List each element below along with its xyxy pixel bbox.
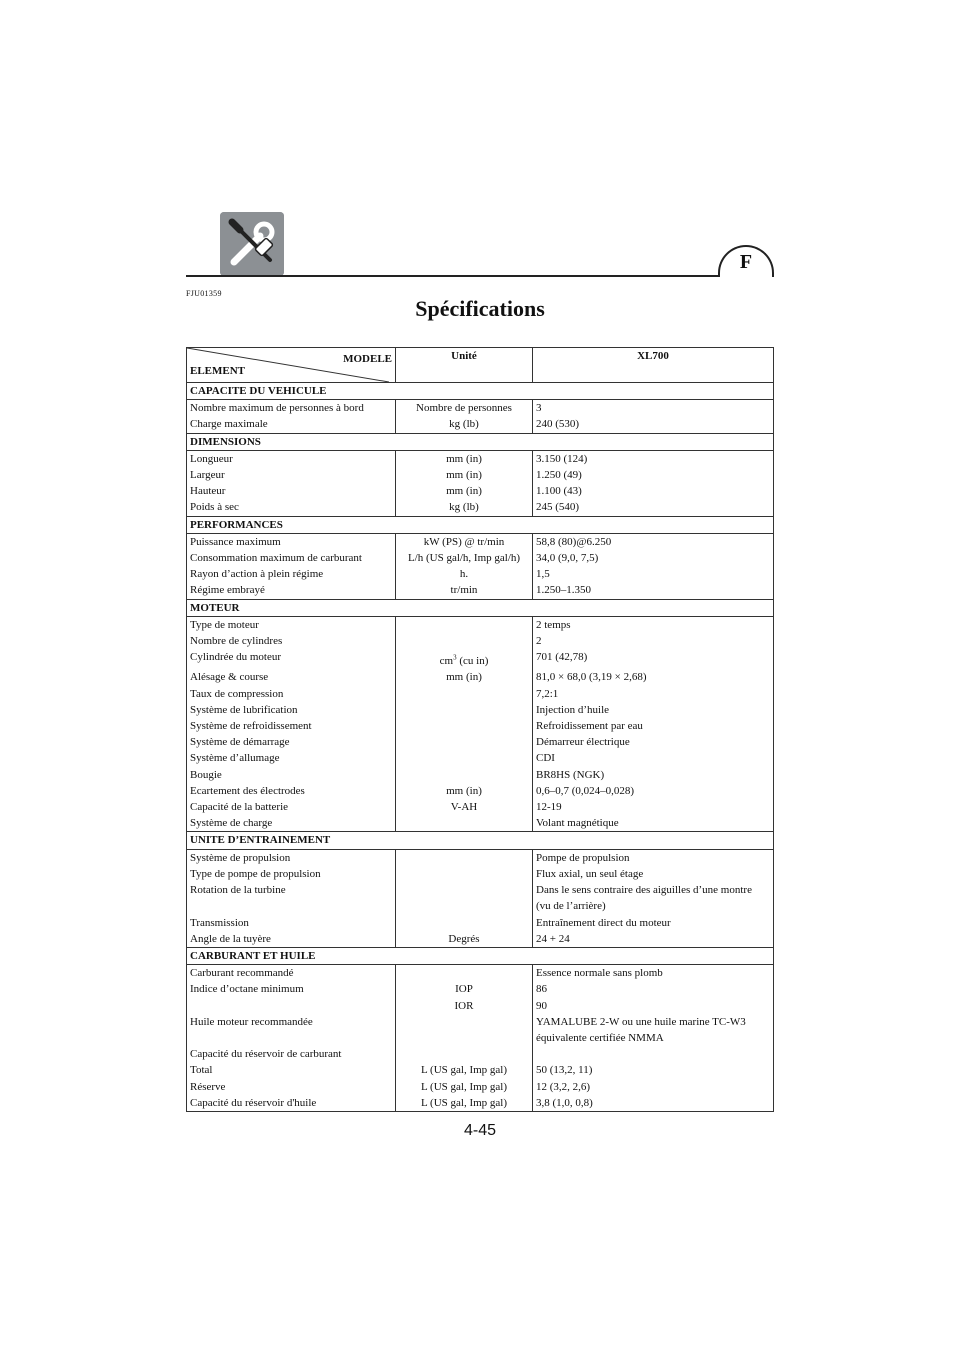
row-unit [396, 767, 533, 783]
row-value-line: Volant magnétique [536, 817, 619, 830]
modele-label: MODELE [343, 353, 392, 365]
table-row [187, 649, 774, 669]
row-unit: mm (in) [396, 450, 533, 467]
row-value [533, 566, 774, 582]
row-label: Capacité du réservoir de carburant [187, 1046, 396, 1062]
row-unit [396, 1046, 533, 1062]
row-value [533, 533, 774, 550]
table-row [187, 767, 774, 783]
row-label: Système de charge [187, 815, 396, 832]
tools-icon [220, 212, 284, 276]
row-unit [396, 616, 533, 633]
row-unit: kg (lb) [396, 499, 533, 516]
section-row [187, 599, 774, 616]
row-label: Système de démarrage [187, 734, 396, 750]
row-label: Transmission [187, 915, 396, 931]
table-row [187, 981, 774, 997]
row-value [533, 799, 774, 815]
row-unit: mm (in) [396, 783, 533, 799]
row-value [533, 718, 774, 734]
table-row [187, 499, 774, 516]
row-unit [396, 882, 533, 914]
row-value [533, 815, 774, 832]
row-value-line: 1.250–1.350 [536, 584, 591, 597]
row-value-line: Entraînement direct du moteur [536, 916, 671, 929]
row-value-line: 2 [536, 635, 542, 648]
row-label: Total [187, 1062, 396, 1078]
table-row [187, 998, 774, 1014]
table-row [187, 702, 774, 718]
row-unit: Nombre de personnes [396, 400, 533, 417]
row-unit [396, 750, 533, 766]
row-label: Hauteur [187, 483, 396, 499]
row-value-line: 3 [536, 402, 542, 415]
row-value-line: 50 (13,2, 11) [536, 1064, 593, 1077]
row-value-line: BR8HS (NGK) [536, 768, 605, 781]
header-cell-element [187, 348, 396, 383]
row-unit: kg (lb) [396, 416, 533, 433]
row-unit [396, 633, 533, 649]
row-label: Capacité du réservoir d'huile [187, 1095, 396, 1112]
row-label: Nombre de cylindres [187, 633, 396, 649]
table-row [187, 882, 774, 914]
row-label: Ecartement des électrodes [187, 783, 396, 799]
table-row [187, 566, 774, 582]
row-value-line: (vu de l’arrière) [536, 900, 606, 913]
table-row [187, 483, 774, 499]
section-row [187, 383, 774, 400]
row-value-line: 3,8 (1,0, 0,8) [536, 1096, 593, 1109]
table-row [187, 669, 774, 685]
row-value [533, 1062, 774, 1078]
row-label: Puissance maximum [187, 533, 396, 550]
table-row [187, 416, 774, 433]
row-value-line: 245 (540) [536, 501, 580, 514]
row-unit [396, 734, 533, 750]
table-row [187, 915, 774, 931]
row-unit [396, 718, 533, 734]
row-label: Régime embrayé [187, 582, 396, 599]
row-label: Charge maximale [187, 416, 396, 433]
row-unit [396, 815, 533, 832]
row-label: Nombre maximum de personnes à bord [187, 400, 396, 417]
table-row [187, 783, 774, 799]
table-row [187, 450, 774, 467]
page-number: 4-45 [463, 1122, 497, 1139]
row-value [533, 981, 774, 997]
header-cell-unit: Unité [396, 348, 533, 383]
table-row [187, 1095, 774, 1112]
row-label: Poids à sec [187, 499, 396, 516]
row-value [533, 400, 774, 417]
row-value [533, 915, 774, 931]
row-unit: tr/min [396, 582, 533, 599]
row-unit: kW (PS) @ tr/min [396, 533, 533, 550]
table-row [187, 1062, 774, 1078]
row-label: Angle de la tuyère [187, 931, 396, 948]
table-row [187, 533, 774, 550]
row-value [533, 1079, 774, 1095]
section-title: MOTEUR [187, 599, 774, 616]
row-label: Bougie [187, 767, 396, 783]
row-unit: IOR [396, 998, 533, 1014]
section-title: CARBURANT ET HUILE [187, 947, 774, 964]
row-value [533, 1095, 774, 1112]
superscript: 3 [453, 653, 457, 662]
row-unit: L (US gal, Imp gal) [396, 1062, 533, 1078]
row-unit: L (US gal, Imp gal) [396, 1079, 533, 1095]
table-row [187, 1079, 774, 1095]
section-title: UNITE D’ENTRAINEMENT [187, 832, 774, 849]
row-unit [396, 915, 533, 931]
table-row [187, 1046, 774, 1062]
row-label: Rayon d’action à plein régime [187, 566, 396, 582]
row-unit: mm (in) [396, 467, 533, 483]
row-label: Rotation de la turbine [187, 882, 396, 914]
row-value-line: 81,0 × 68,0 (3,19 × 2,68) [536, 671, 647, 684]
row-value-line: 7,2:1 [536, 687, 559, 700]
row-label: Alésage & course [187, 669, 396, 685]
row-label: Cylindrée du moteur [187, 649, 396, 669]
row-value-line: 1.100 (43) [536, 485, 582, 498]
row-value [533, 582, 774, 599]
row-value [533, 686, 774, 702]
row-unit [396, 1014, 533, 1046]
row-value [533, 550, 774, 566]
row-value-line: 701 (42,78) [536, 651, 588, 664]
row-label: Consommation maximum de carburant [187, 550, 396, 566]
row-label: Système de lubrification [187, 702, 396, 718]
row-value [533, 450, 774, 467]
table-row [187, 550, 774, 566]
row-value-line: 3.150 (124) [536, 452, 588, 465]
row-value [533, 866, 774, 882]
row-unit: mm (in) [396, 669, 533, 685]
row-label [187, 998, 396, 1014]
row-value [533, 882, 774, 914]
table-row [187, 931, 774, 948]
row-unit [396, 686, 533, 702]
row-value-line: 34,0 (9,0, 7,5) [536, 552, 599, 565]
row-value-line: 58,8 (80)@6.250 [536, 535, 612, 548]
row-value-line: 2 temps [536, 618, 571, 631]
row-value-line: 24 + 24 [536, 932, 570, 945]
table-row [187, 467, 774, 483]
row-label: Carburant recommandé [187, 965, 396, 982]
table-row [187, 616, 774, 633]
row-value [533, 616, 774, 633]
table-row [187, 734, 774, 750]
row-label: Largeur [187, 467, 396, 483]
row-label: Longueur [187, 450, 396, 467]
table-row [187, 633, 774, 649]
row-value-line: 90 [536, 999, 547, 1012]
section-code: FJU01359 [186, 289, 222, 298]
table-row [187, 866, 774, 882]
row-value [533, 633, 774, 649]
row-value [533, 998, 774, 1014]
row-unit [396, 702, 533, 718]
row-unit: mm (in) [396, 483, 533, 499]
row-value [533, 734, 774, 750]
row-label: Système de propulsion [187, 849, 396, 866]
row-unit [396, 965, 533, 982]
table-row [187, 965, 774, 982]
row-value [533, 467, 774, 483]
row-value-line: Dans le sens contraire des aiguilles d’une montre [536, 884, 752, 897]
header-cell-model: XL700 [533, 348, 774, 383]
row-label: Système d’allumage [187, 750, 396, 766]
table-row [187, 400, 774, 417]
row-value-line: 86 [536, 983, 547, 996]
row-value-line: CDI [536, 752, 555, 765]
row-value-line: Injection d’huile [536, 703, 610, 716]
row-label: Indice d’octane minimum [187, 981, 396, 997]
section-row [187, 832, 774, 849]
row-value-line: équivalente certifiée NMMA [536, 1031, 664, 1044]
row-label: Type de moteur [187, 616, 396, 633]
row-value [533, 649, 774, 669]
row-value-line: 240 (530) [536, 418, 580, 431]
section-row [187, 516, 774, 533]
row-label: Huile moteur recommandée [187, 1014, 396, 1046]
row-unit: Degrés [396, 931, 533, 948]
row-value-line: 0,6–0,7 (0,024–0,028) [536, 784, 635, 797]
row-value-line: 1.250 (49) [536, 469, 582, 482]
section-title: DIMENSIONS [187, 433, 774, 450]
row-value-line: Flux axial, un seul étage [536, 867, 644, 880]
table-row [187, 799, 774, 815]
row-unit: L/h (US gal/h, Imp gal/h) [396, 550, 533, 566]
row-value [533, 669, 774, 685]
row-value-line: Refroidissement par eau [536, 720, 643, 733]
element-label: ELEMENT [190, 364, 246, 377]
row-value [533, 1014, 774, 1046]
page-title: Spécifications [415, 296, 545, 321]
row-value [533, 1046, 774, 1062]
table-row [187, 815, 774, 832]
spec-table [186, 347, 774, 1112]
row-value-line: Pompe de propulsion [536, 851, 630, 864]
row-label: Capacité de la batterie [187, 799, 396, 815]
row-value [533, 767, 774, 783]
table-row [187, 750, 774, 766]
row-unit: h. [396, 566, 533, 582]
row-unit: IOP [396, 981, 533, 997]
section-row [187, 433, 774, 450]
table-row [187, 849, 774, 866]
row-label: Type de pompe de propulsion [187, 866, 396, 882]
row-label: Taux de compression [187, 686, 396, 702]
row-value-line: YAMALUBE 2-W ou une huile marine TC-W3 [536, 1015, 746, 1028]
row-value-line: Démarreur électrique [536, 736, 630, 749]
row-value [533, 416, 774, 433]
row-unit: $cm^3$ (cu in) [396, 649, 533, 669]
row-value [533, 483, 774, 499]
row-value [533, 849, 774, 866]
row-label: Réserve [187, 1079, 396, 1095]
table-row [187, 1014, 774, 1046]
row-unit [396, 866, 533, 882]
row-unit: V-AH [396, 799, 533, 815]
language-badge: F [718, 245, 774, 277]
table-row [187, 718, 774, 734]
table-row [187, 582, 774, 599]
row-unit [396, 849, 533, 866]
row-value-line: 12-19 [536, 801, 562, 814]
row-value-line: 1,5 [536, 568, 550, 581]
table-row [187, 686, 774, 702]
row-value [533, 750, 774, 766]
row-value-line: 12 (3,2, 2,6) [536, 1080, 591, 1093]
row-label: Système de refroidissement [187, 718, 396, 734]
row-value-line: Essence normale sans plomb [536, 967, 663, 980]
row-value [533, 702, 774, 718]
section-row [187, 947, 774, 964]
header-rule [186, 275, 774, 277]
row-unit: L (US gal, Imp gal) [396, 1095, 533, 1112]
row-value [533, 783, 774, 799]
row-value [533, 931, 774, 948]
section-title: CAPACITE DU VEHICULE [187, 383, 774, 400]
section-title: PERFORMANCES [187, 516, 774, 533]
row-value [533, 965, 774, 982]
row-value [533, 499, 774, 516]
